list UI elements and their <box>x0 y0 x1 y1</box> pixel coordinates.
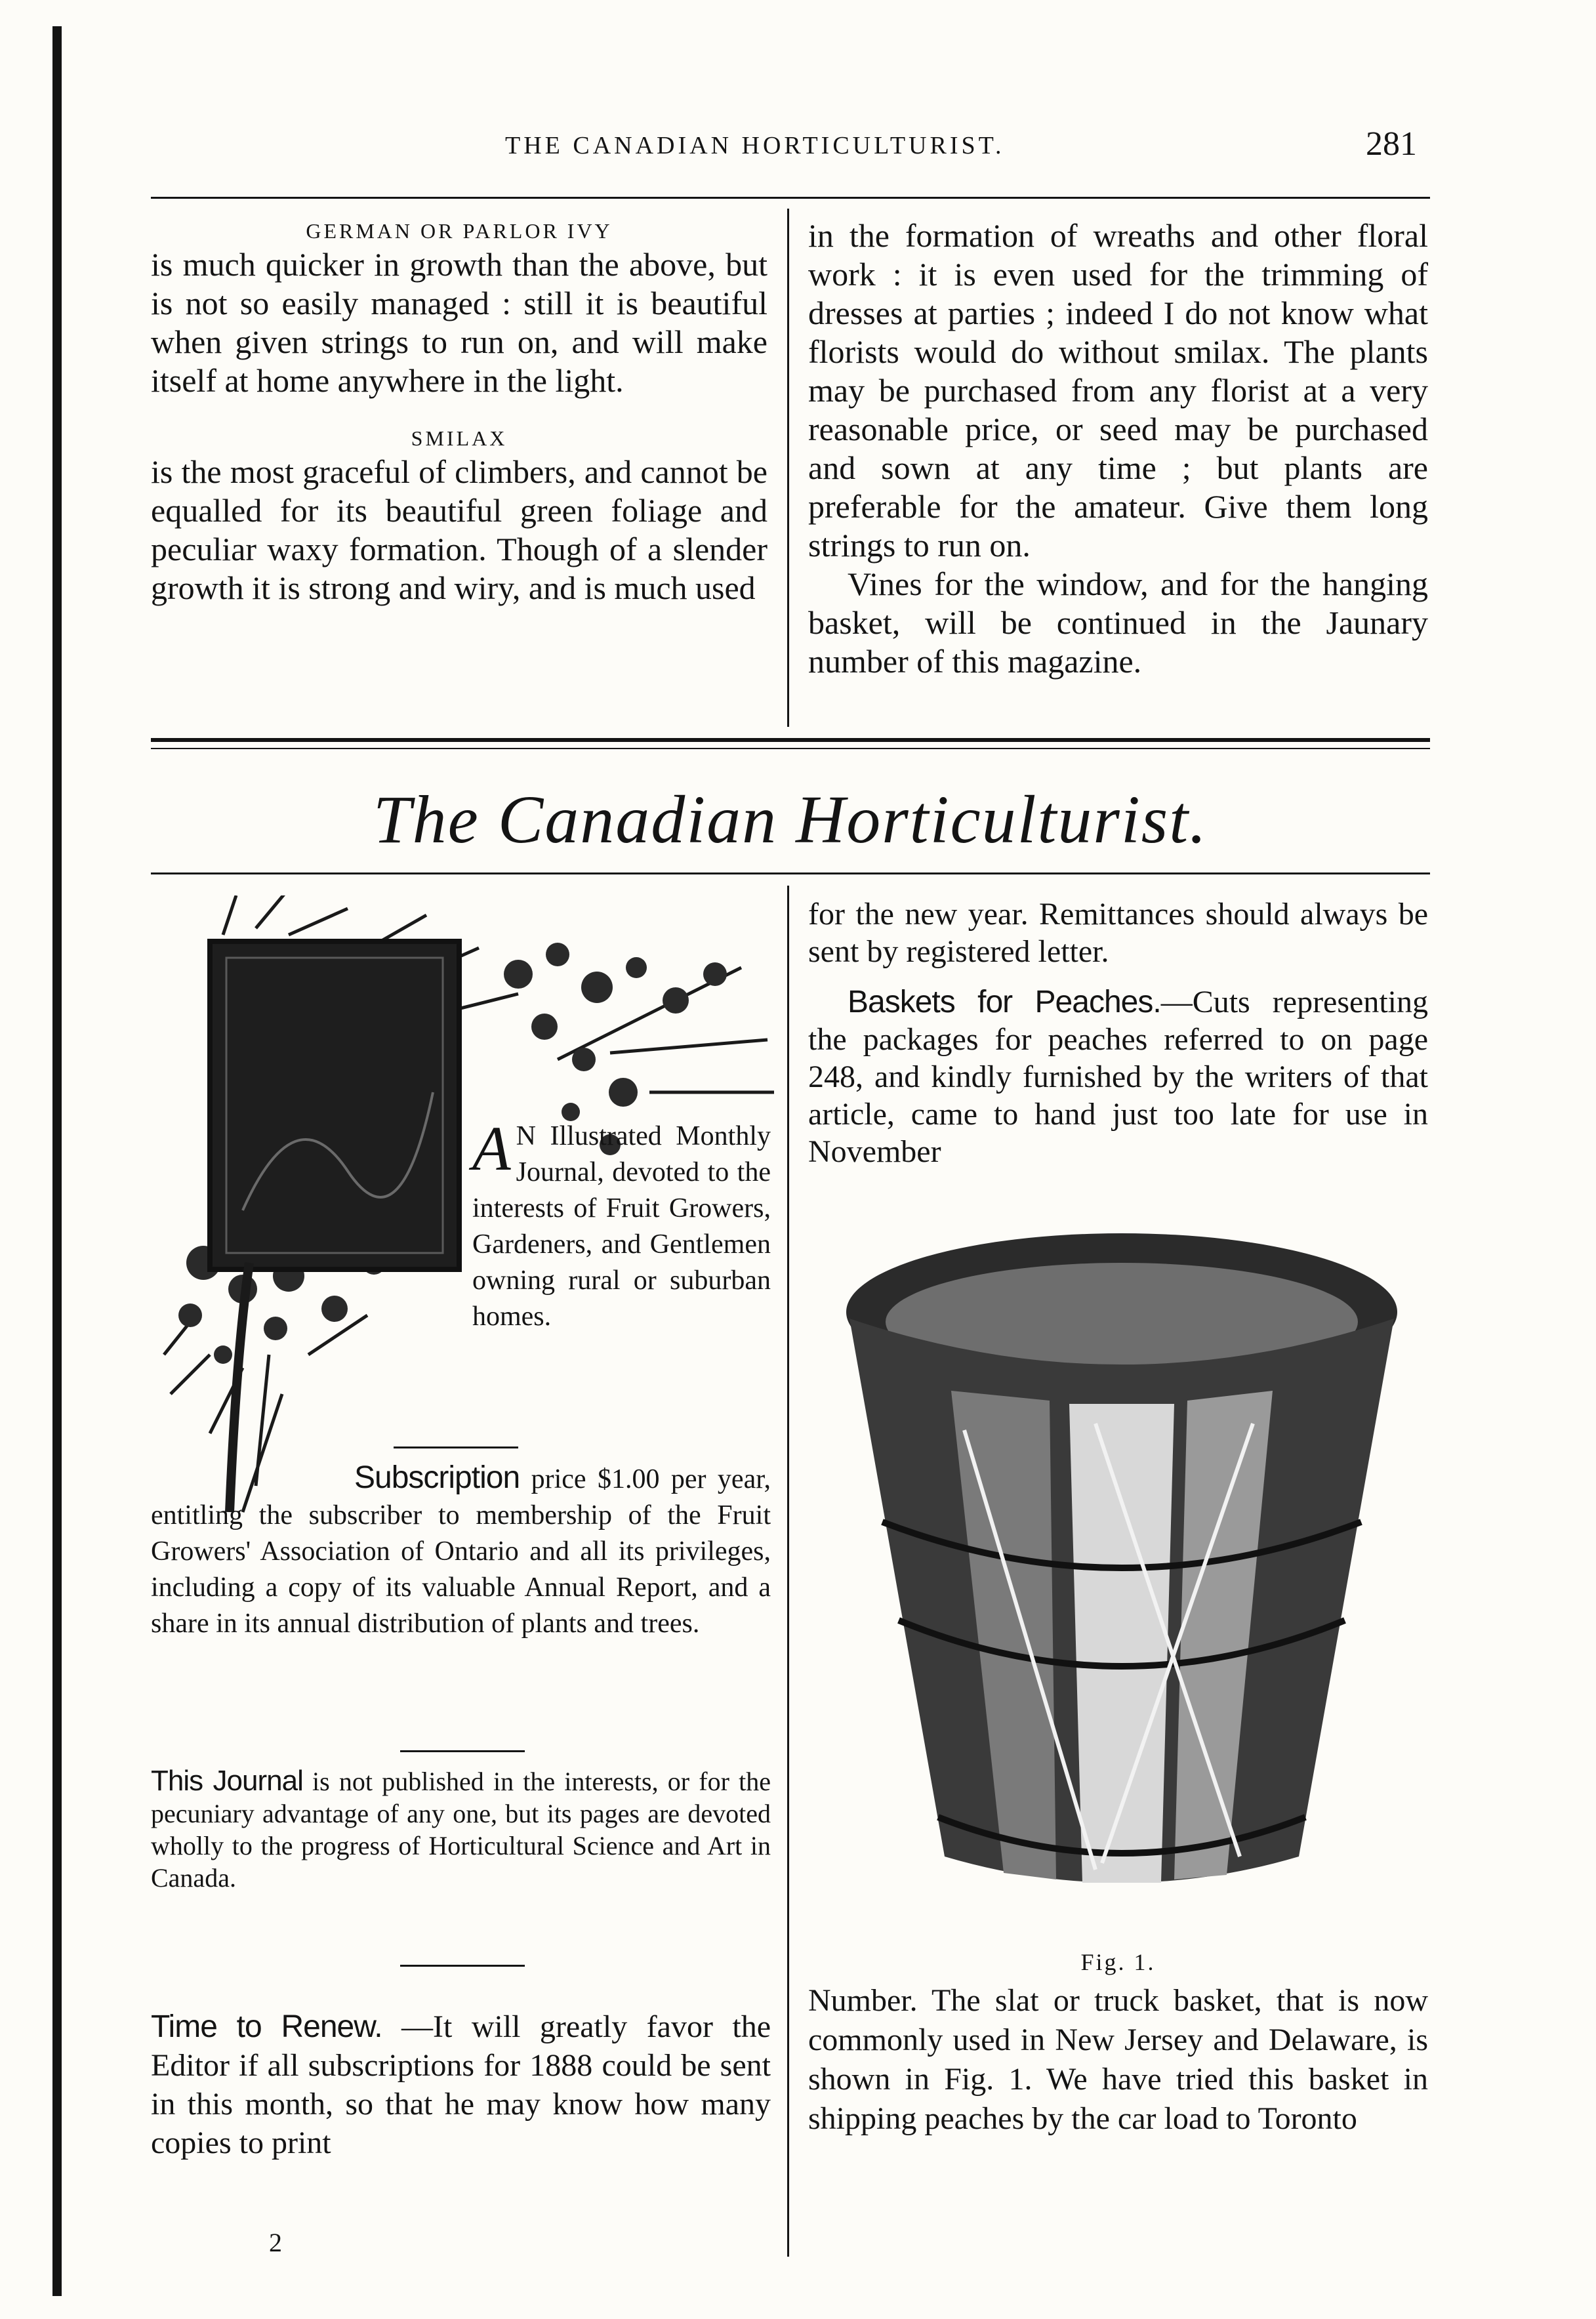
renew-heading: Time to Renew. <box>151 2009 382 2044</box>
journal-intro <box>472 1113 771 1335</box>
signature-mark: 2 <box>269 2228 282 2257</box>
top-right-column <box>808 216 1428 681</box>
divider-rule <box>394 1447 518 1448</box>
subscription-heading: Subscription <box>354 1460 520 1495</box>
smilax-text: is the most graceful of climbers, and cannot be equalled for its beautiful green foliage and peculiar waxy formation. Though of a slender growth it is strong and wiry, and is much used <box>151 453 767 606</box>
lower-right-continued <box>808 1981 1428 2139</box>
top-column-divider <box>787 209 789 727</box>
baskets-text: —Cuts representing the packages for peaches referred to on page 248, and kindly furnished by the writers of that article, came to hand just too late for use in November <box>808 985 1429 1169</box>
divider-rule <box>400 1965 525 1967</box>
framed-picture <box>210 941 459 1269</box>
subscription-block <box>151 1460 771 1642</box>
subscription-text: price $1.00 per year, entitling the subscriber to membership of the Fruit Growers' Association of Ontario and all its privileges, including a copy of its valuable Annual Report, and a share in its annual distribution of plants and trees. <box>151 1464 771 1639</box>
running-head <box>151 125 1430 171</box>
header-rule <box>151 197 1430 199</box>
journal-lead: This Journal <box>151 1765 303 1797</box>
vines-note: Vines for the window, and for the hanging basket, will be continued in the Jaunary number of this magazine. <box>808 565 1428 680</box>
masthead-rule-thin <box>151 748 1430 749</box>
journal-text: is not published in the interests, or for the pecuniary advantage of any one, but its pages are devoted wholly to the progress of Horticultural Science and Art in Canada. <box>151 1767 771 1893</box>
baskets-heading: Baskets for Peaches. <box>848 985 1161 1019</box>
journal-purpose <box>151 1765 771 1894</box>
smilax-heading: SMILAX <box>411 426 508 450</box>
running-title: THE CANADIAN HORTICULTURIST. <box>505 132 1005 159</box>
page-number: 281 <box>1366 125 1417 163</box>
german-ivy-heading: GERMAN OR PARLOR IVY <box>306 219 613 243</box>
masthead-rule-thick <box>151 738 1430 742</box>
remittances-text: for the new year. Remittances should always be sent by registered letter. <box>808 897 1428 969</box>
binding-edge <box>52 26 62 2296</box>
figure-caption: Fig. 1. <box>1080 1949 1156 1975</box>
top-left-column <box>151 216 767 607</box>
divider-rule <box>400 1750 525 1752</box>
intro-text: N Illustrated Monthly Journal, devoted to the interests of Fruit Growers, Gardeners, and Gentlemen owning rural or suburban homes. <box>472 1121 771 1332</box>
basket-description: Number. The slat or truck basket, that is now commonly used in New Jersey and Delaware, is shown in Fig. 1. We have tried this basket in shipping peaches by the car load to Toronto <box>808 1983 1428 2136</box>
german-ivy-text: is much quicker in growth than the above, but is not so easily managed : still it is beautiful when given strings to run on, and will make itself at home anywhere in the light. <box>151 246 767 399</box>
renew-block <box>151 2007 771 2162</box>
peach-basket-figure <box>820 1214 1423 1935</box>
masthead: The Canadian Horticulturist. <box>373 782 1208 857</box>
renew-text: —It will greatly favor the Editor if all subscriptions for 1888 could be sent in this month, so that he may know how many copies to print <box>151 2009 771 2160</box>
drop-cap: A <box>472 1113 511 1183</box>
masthead-bottom-rule <box>151 872 1430 874</box>
lower-column-divider <box>787 886 789 2257</box>
baskets-paragraph <box>808 983 1428 1170</box>
lower-right-column <box>808 895 1428 1170</box>
smilax-continued: in the formation of wreaths and other floral work : it is even used for the trimming of dresses at parties ; indeed I do not know what florists would do without smilax. The plants may be purchased from any florist at a very reasonable price, or seed may be purchased and sown at any time ; but plants are preferable for the amateur. Give them long strings to run on. <box>808 217 1428 564</box>
